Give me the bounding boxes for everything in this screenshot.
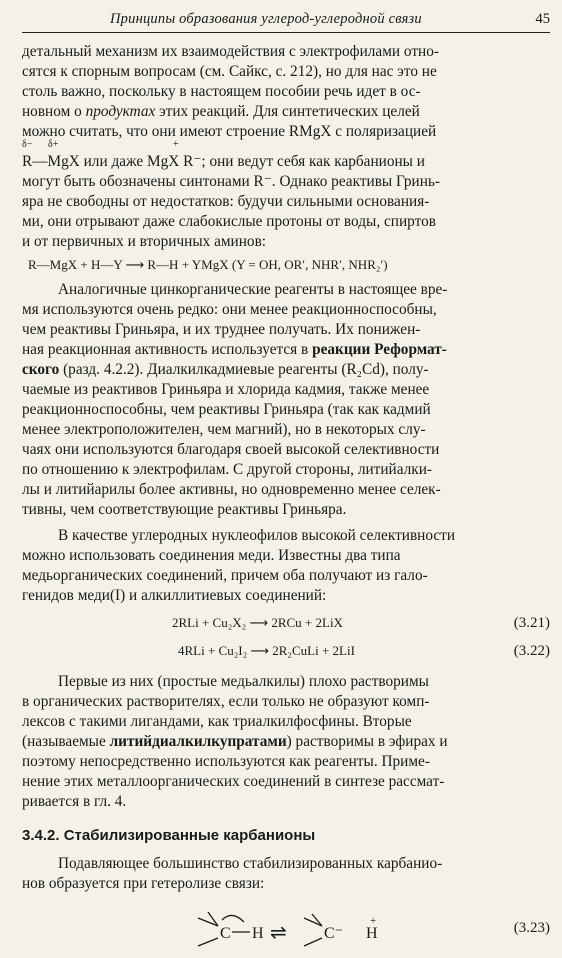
bold-term: реакции Реформат- (312, 341, 447, 358)
heterolysis-scheme (22, 902, 550, 958)
text-line: R—MgX или даже MgX R⁻; они ведут себя как карбанионы и (22, 153, 425, 170)
text-line: можно считать, что они имеют строение RMgX с поляризацией (22, 123, 437, 140)
text-line: ми, они отрывают даже слабокислые протоны от воды, спиртов (22, 213, 436, 230)
equation-left: 2RLi + Cu₂X₂ (172, 615, 247, 630)
running-title: Принципы образования углерод-углеродной связи (110, 11, 422, 27)
text-line: медьорганических соединений, причем оба получают из гало- (22, 567, 428, 584)
bold-term: литийдиалкилкупратами (109, 733, 287, 750)
equation-right: 2R₂CuLi + 2LiI (272, 643, 355, 658)
equation-left: R—MgX + H—Y (28, 257, 123, 272)
text-line: в органических растворителях, если только не образуют комп- (22, 693, 430, 710)
bold-term: ского (22, 361, 60, 378)
text-line: генидов меди(I) и алкиллитиевых соединений: (22, 587, 327, 604)
plus-mark: + (173, 139, 179, 150)
page-body (22, 42, 550, 958)
polarization-marks (22, 140, 550, 152)
text-line: яра не свободны от недостатков: будучи сильными основания- (22, 193, 430, 210)
delta-plus-mark: δ+ (48, 139, 59, 150)
paragraph-grignard-mechanism (22, 42, 550, 252)
paragraph-organocopper (22, 526, 550, 606)
equation-number: (3.22) (513, 643, 550, 659)
paragraph-cuprates (22, 672, 550, 812)
italic-term: продуктах (85, 103, 156, 120)
text-line: тивны, чем соответствующие реактивы Гриньяра. (22, 501, 347, 518)
carbon-atom: C (220, 925, 231, 942)
text-line: сятся к спорным вопросам (см. Сайкс, с. 212), но для нас это не (22, 63, 437, 80)
page-number: 45 (535, 11, 550, 27)
text-line: Аналогичные цинкорганические реагенты в настоящее вре- (58, 281, 448, 298)
reaction-arrow: ⟶ (250, 644, 270, 659)
equilibrium-arrow: ⇌ (270, 920, 287, 944)
reaction-arrow: ⟶ (249, 616, 269, 631)
text-line: нение этих металлоорганических соединений в синтезе рассмат- (22, 773, 445, 790)
text-line: Подавляющее большинство стабилизированных карбанио- (58, 855, 443, 872)
text-line: детальный механизм их взаимодействия с электрофилами отно- (22, 43, 439, 60)
text-line: лексов с такими лигандами, как триалкилфосфины. Вторые (22, 713, 412, 730)
equation-right: 2RCu + 2LiX (271, 615, 343, 630)
running-header (22, 8, 550, 33)
carbanion: C⁻ (324, 925, 344, 942)
text-line: поэтому непосредственно используются как реагенты. Приме- (22, 753, 430, 770)
text-line: ривается в гл. 4. (22, 793, 127, 810)
equation-3-21 (22, 612, 550, 634)
equation-right: R—H + YMgX (Y = OH, OR′, NHR′, NHR₂′) (147, 257, 388, 272)
text-line: (называемые литийдиалкилкупратами) растворимы в эфирах и (22, 733, 448, 750)
section-heading: 3.4.2. Стабилизированные карбанионы (22, 827, 316, 844)
equation-left: 4RLi + Cu₂I₂ (178, 643, 248, 658)
text-line: В качестве углеродных нуклеофилов высокой селективности (58, 527, 456, 544)
text-line: Первые из них (простые медьалкилы) плохо растворимы (58, 673, 429, 690)
reaction-arrow: ⟶ (125, 258, 145, 273)
equation-3-23 (22, 902, 550, 958)
text-line: нов образуется при гетеролизе связи: (22, 875, 265, 892)
text-line: реакционноспособны, чем реактивы Гриньяра (так как кадмий (22, 401, 431, 418)
equation-number: (3.23) (513, 920, 550, 936)
text-line: чем реактивы Гриньяра, и их труднее получать. Их понижен- (22, 321, 421, 338)
paragraph-stabilized-carbanions (22, 854, 550, 894)
text-line: чаемые из реактивов Гриньяра и хлорида кадмия, также менее (22, 381, 430, 398)
proton-charge: + (370, 915, 377, 927)
equation-number: (3.21) (513, 615, 550, 631)
text-line: менее электроположителен, чем магний), но в некоторых слу- (22, 421, 426, 438)
paragraph-organozinc (22, 280, 550, 520)
text-line: новном о продуктах этих реакций. Для синтетических целей (22, 103, 420, 120)
text-line: можно использовать соединения меди. Известны два типа (22, 547, 401, 564)
equation-3-22 (22, 640, 550, 662)
text-line: и от первичных и вторичных аминов: (22, 233, 267, 250)
text-line: ского (разд. 4.2.2). Диалкилкадмиевые реагенты (R₂Cd), полу- (22, 361, 429, 378)
delta-minus-mark: δ− (22, 139, 33, 150)
text-line: столь важно, поскольку в настоящем пособии речь идет в ос- (22, 83, 421, 100)
text-line: лы и литийарилы более активны, но одновременно менее селек- (22, 481, 441, 498)
hydrogen-atom: H (252, 925, 264, 942)
text-line: по отношению к электрофилам. С другой стороны, литийалки- (22, 461, 432, 478)
equation-grignard-protonolysis (28, 254, 550, 276)
proton: H (366, 925, 378, 942)
text-line: ная реакционная активность используется в реакции Реформат- (22, 341, 447, 358)
text-line: чаях они используются благодаря своей высокой селективности (22, 441, 440, 458)
text-line: могут быть обозначены синтонами R⁻. Однако реактивы Гринь- (22, 173, 440, 190)
text-line: мя используются очень редко: они менее реакционноспособны, (22, 301, 437, 318)
